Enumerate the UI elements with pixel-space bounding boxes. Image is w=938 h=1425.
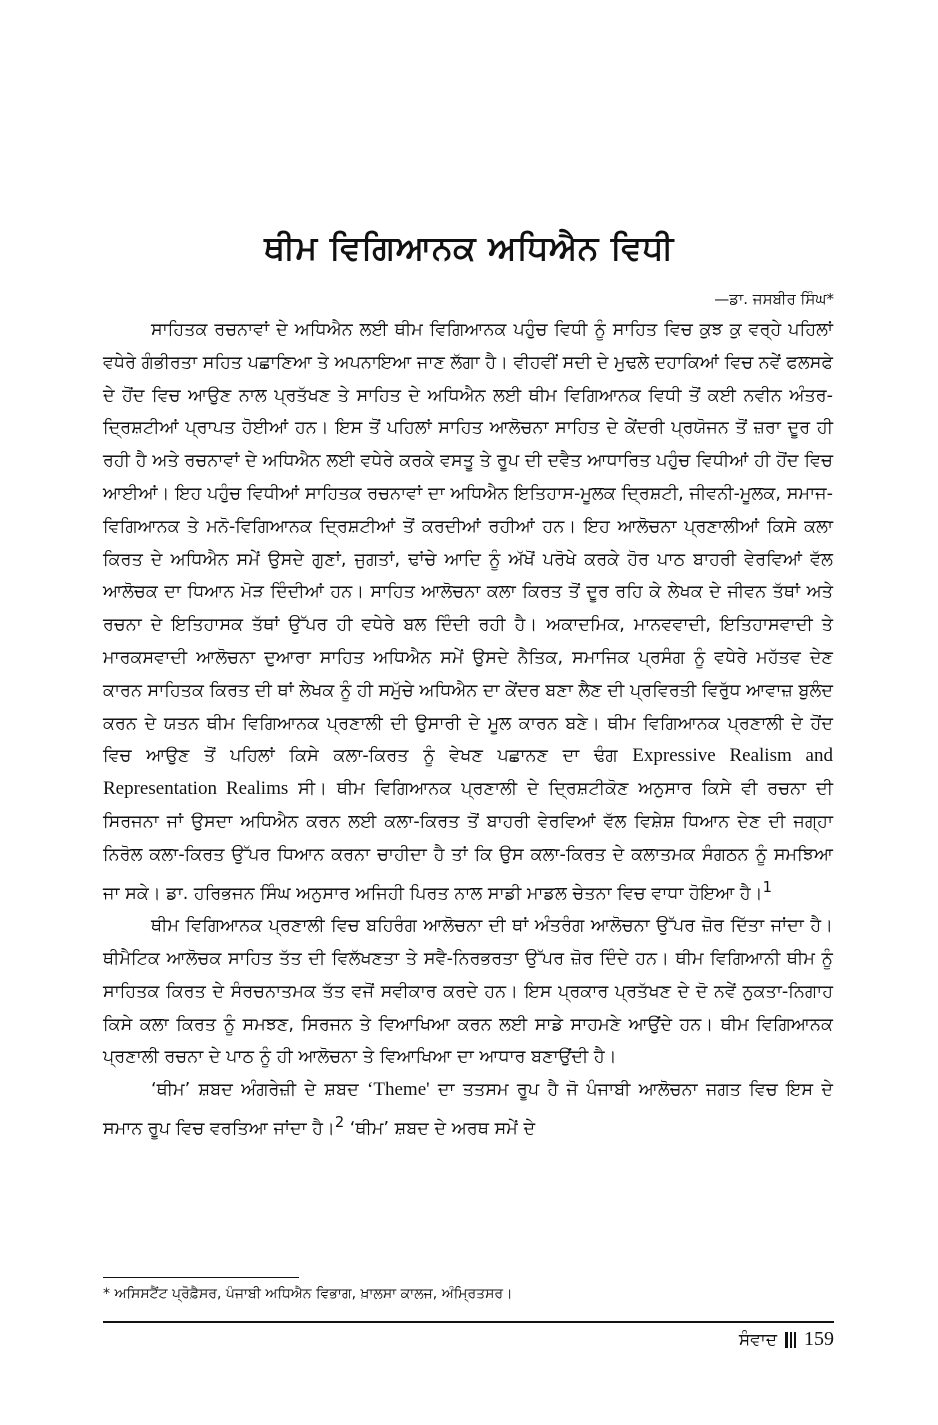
running-footer: [739, 1328, 834, 1351]
article-title: ਥੀਮ ਵਿਗਿਆਨਕ ਅਧਿਐਨ ਵਿਧੀ: [264, 228, 674, 267]
paragraph-text: ਸਾਹਿਤਕ ਰਚਨਾਵਾਂ ਦੇ ਅਧਿਐਨ ਲਈ ਥੀਮ ਵਿਗਿਆਨਕ ਪਹੁੰਚ ਵਿਧੀ ਨੂੰ ਸਾਹਿਤ ਵਿਚ ਕੁਝ ਕੁ ਵਰ੍ਹੇ ਪਹਿਲਾਂ ਵਧੇਰੇ ਗੰਭੀਰਤਾ ਸਹਿਤ ਪਛਾਣਿਆ ਤੇ ਅਪਨਾਇਆ ਜਾਣ ਲੱਗਾ ਹੈ। ਵੀਹਵੀਂ ਸਦੀ ਦੇ ਮੁਢਲੇ ਦਹਾਕਿਆਂ ਵਿਚ ਨਵੇਂ ਫਲਸਫੇ ਦੇ ਹੋਂਦ ਵਿਚ ਆਉਣ ਨਾਲ ਪ੍ਰਤੱਖਣ ਤੇ ਸਾਹਿਤ ਦੇ ਅਧਿਐਨ ਲਈ ਥੀਮ ਵਿਗਿਆਨਕ ਵਿਧੀ ਤੋਂ ਕਈ ਨਵੀਨ ਅੰਤਰ-ਦ੍ਰਿਸ਼ਟੀਆਂ ਪ੍ਰਾਪਤ ਹੋਈਆਂ ਹਨ। ਇਸ ਤੋਂ ਪਹਿਲਾਂ ਸਾਹਿਤ ਆਲੋਚਨਾ ਸਾਹਿਤ ਦੇ ਕੇਂਦਰੀ ਪ੍ਰਯੋਜਨ ਤੋਂ ਜ਼ਰਾ ਦੂਰ ਹੀ ਰਹੀ ਹੈ ਅਤੇ ਰਚਨਾਵਾਂ ਦੇ ਅਧਿਐਨ ਲਈ ਵਧੇਰੇ ਕਰਕੇ ਵਸਤੂ ਤੇ ਰੂਪ ਦੀ ਦਵੈਤ ਆਧਾਰਿਤ ਪਹੁੰਚ ਵਿਧੀਆਂ ਹੀ ਹੋਂਦ ਵਿਚ ਆਈਆਂ। ਇਹ ਪਹੁੰਚ ਵਿਧੀਆਂ ਸਾਹਿਤਕ ਰਚਨਾਵਾਂ ਦਾ ਅਧਿਐਨ ਇਤਿਹਾਸ-ਮੂਲਕ ਦ੍ਰਿਸ਼ਟੀ, ਜੀਵਨੀ-ਮੂਲਕ, ਸਮਾਜ-ਵਿਗਿਆਨਕ ਤੇ ਮਨੋ-ਵਿਗਿਆਨਕ ਦ੍ਰਿਸ਼ਟੀਆਂ ਤੋਂ ਕਰਦੀਆਂ ਰਹੀਆਂ ਹਨ। ਇਹ ਆਲੋਚਨਾ ਪ੍ਰਣਾਲੀਆਂ ਕਿਸੇ ਕਲਾ ਕਿਰਤ ਦੇ ਅਧਿਐਨ ਸਮੇਂ ਉਸਦੇ ਗੁਣਾਂ, ਜੁਗਤਾਂ, ਢਾਂਚੇ ਆਦਿ ਨੂੰ ਅੱਖੋਂ ਪਰੋਖੇ ਕਰਕੇ ਹੋਰ ਪਾਠ ਬਾਹਰੀ ਵੇਰਵਿਆਂ ਵੱਲ ਆਲੋਚਕ ਦਾ ਧਿਆਨ ਮੋੜ ਦਿੰਦੀਆਂ ਹਨ। ਸਾਹਿਤ ਆਲੋਚਨਾ ਕਲਾ ਕਿਰਤ ਤੋਂ ਦੂਰ ਰਹਿ ਕੇ ਲੇਖਕ ਦੇ ਜੀਵਨ ਤੱਥਾਂ ਅਤੇ ਰਚਨਾ ਦੇ ਇਤਿਹਾਸਕ ਤੱਥਾਂ ਉੱਪਰ ਹੀ ਵਧੇਰੇ ਬਲ ਦਿੰਦੀ ਰਹੀ ਹੈ। ਅਕਾਦਮਿਕ, ਮਾਨਵਵਾਦੀ, ਇਤਿਹਾਸਵਾਦੀ ਤੇ ਮਾਰਕਸਵਾਦੀ ਆਲੋਚਨਾ ਦੁਆਰਾ ਸਾਹਿਤ ਅਧਿਐਨ ਸਮੇਂ ਉਸਦੇ ਨੈਤਿਕ, ਸਮਾਜਿਕ ਪ੍ਰਸੰਗ ਨੂੰ ਵਧੇਰੇ ਮਹੱਤਵ ਦੇਣ ਕਾਰਨ ਸਾਹਿਤਕ ਕਿਰਤ ਦੀ ਥਾਂ ਲੇਖਕ ਨੂੰ ਹੀ ਸਮੁੱਚੇ ਅਧਿਐਨ ਦਾ ਕੇਂਦਰ ਬਣਾ ਲੈਣ ਦੀ ਪ੍ਰਵਿਰਤੀ ਵਿਰੁੱਧ ਆਵਾਜ਼ ਬੁਲੰਦ ਕਰਨ ਦੇ ਯਤਨ ਥੀਮ ਵਿਗਿਆਨਕ ਪ੍ਰਣਾਲੀ ਦੀ ਉਸਾਰੀ ਦੇ ਮੂਲ ਕਾਰਨ ਬਣੇ। ਥੀਮ ਵਿਗਿਆਨਕ ਪ੍ਰਣਾਲੀ ਦੇ ਹੋਂਦ ਵਿਚ ਆਉਣ ਤੋਂ ਪਹਿਲਾਂ ਕਿਸੇ ਕਲਾ-ਕਿਰਤ ਨੂੰ ਵੇਖਣ ਪਛਾਨਣ ਦਾ ਢੰਗ: [103, 320, 833, 767]
author-footnote: * ਅਸਿਸਟੈਂਟ ਪ੍ਰੋਫ਼ੈਸਰ, ਪੰਜਾਬੀ ਅਧਿਐਨ ਵਿਭਾਗ, ਖ਼ਾਲਸਾ ਕਾਲਜ, ਅੰਮ੍ਰਿਤਸਰ।: [103, 1286, 513, 1302]
page-number: 159: [804, 1328, 834, 1350]
english-term: ‘Theme': [367, 1079, 430, 1101]
paragraph-text: ‘ਥੀਮ’ ਸ਼ਬਦ ਅੰਗਰੇਜ਼ੀ ਦੇ ਸ਼ਬਦ: [151, 1080, 368, 1101]
english-term: Expressive Realism and Representation Realims: [103, 745, 833, 800]
paragraph-text: ਸੀ। ਥੀਮ ਵਿਗਿਆਨਕ ਪ੍ਰਣਾਲੀ ਦੇ ਦ੍ਰਿਸ਼ਟੀਕੋਣ ਅਨੁਸਾਰ ਕਿਸੇ ਵੀ ਰਚਨਾ ਦੀ ਸਿਰਜਨਾ ਜਾਂ ਉਸਦਾ ਅਧਿਐਨ ਕਰਨ ਲਈ ਕਲਾ-ਕਿਰਤ ਤੋਂ ਬਾਹਰੀ ਵੇਰਵਿਆਂ ਵੱਲ ਵਿਸ਼ੇਸ਼ ਧਿਆਨ ਦੇਣ ਦੀ ਜਗ੍ਹਾ ਨਿਰੋਲ ਕਲਾ-ਕਿਰਤ ਉੱਪਰ ਧਿਆਨ ਕਰਨਾ ਚਾਹੀਦਾ ਹੈ ਤਾਂ ਕਿ ਉਸ ਕਲਾ-ਕਿਰਤ ਦੇ ਕਲਾਤਮਕ ਸੰਗਠਨ ਨੂੰ ਸਮਝਿਆ ਜਾ ਸਕੇ। ਡਾ. ਹਰਿਭਜਨ ਸਿੰਘ ਅਨੁਸਾਰ ਅਜਿਹੀ ਪਿਰਤ ਨਾਲ ਸਾਡੀ ਮਾਡਲ ਚੇਤਨਾ ਵਿਚ ਵਾਧਾ ਹੋਇਆ ਹੈ।: [103, 779, 833, 904]
separator-bars-icon: [785, 1332, 796, 1348]
paragraph-text: ਥੀਮ ਵਿਗਿਆਨਕ ਪ੍ਰਣਾਲੀ ਵਿਚ ਬਹਿਰੰਗ ਆਲੋਚਨਾ ਦੀ ਥਾਂ ਅੰਤਰੰਗ ਆਲੋਚਨਾ ਉੱਪਰ ਜ਼ੋਰ ਦਿੱਤਾ ਜਾਂਦਾ ਹੈ। ਥੀਮੈਟਿਕ ਆਲੋਚਕ ਸਾਹਿਤ ਤੱਤ ਦੀ ਵਿਲੱਖਣਤਾ ਤੇ ਸਵੈ-ਨਿਰਭਰਤਾ ਉੱਪਰ ਜ਼ੋਰ ਦਿੰਦੇ ਹਨ। ਥੀਮ ਵਿਗਿਆਨੀ ਥੀਮ ਨੂੰ ਸਾਹਿਤਕ ਕਿਰਤ ਦੇ ਸੰਰਚਨਾਤਮਕ ਤੱਤ ਵਜੋਂ ਸਵੀਕਾਰ ਕਰਦੇ ਹਨ। ਇਸ ਪ੍ਰਕਾਰ ਪ੍ਰਤੱਖਣ ਦੇ ਦੋ ਨਵੇਂ ਨੁਕਤਾ-ਨਿਗਾਹ ਕਿਸੇ ਕਲਾ ਕਿਰਤ ਨੂੰ ਸਮਝਣ, ਸਿਰਜਨ ਤੇ ਵਿਆਖਿਆ ਕਰਨ ਲਈ ਸਾਡੇ ਸਾਹਮਣੇ ਆਉਂਦੇ ਹਨ। ਥੀਮ ਵਿਗਿਆਨਕ ਪ੍ਰਣਾਲੀ ਰਚਨਾ ਦੇ ਪਾਠ ਨੂੰ ਹੀ ਆਲੋਚਨਾ ਤੇ ਵਿਆਖਿਆ ਦਾ ਆਧਾਰ ਬਣਾਉਂਦੀ ਹੈ।: [103, 916, 833, 1068]
author-byline: —ਡਾ. ਜਸਬੀਰ ਸਿੰਘ*: [714, 290, 834, 308]
paragraph-2: [103, 910, 833, 1074]
paragraph-text: ਦਾ ਤਤਸਮ ਰੂਪ ਹੈ ਜੋ ਪੰਜਾਬੀ ਆਲੋਚਨਾ ਜਗਤ ਵਿਚ ਇਸ ਦੇ ਸਮਾਨ ਰੂਪ ਵਿਚ ਵਰਤਿਆ ਜਾਂਦਾ ਹੈ।: [103, 1080, 834, 1139]
journal-name: ਸੰਵਾਦ: [738, 1329, 777, 1350]
paragraph-3: [103, 1074, 833, 1145]
paragraph-1: [103, 314, 833, 910]
footer-divider: [103, 1321, 834, 1323]
footnote-divider: [103, 1277, 299, 1278]
article-body: [103, 314, 833, 1146]
footnote-ref: 2: [334, 1113, 345, 1131]
footnote-ref: 1: [762, 878, 772, 896]
paragraph-text: ‘ਥੀਮ’ ਸ਼ਬਦ ਦੇ ਅਰਥ ਸਮੇਂ ਦੇ: [344, 1118, 536, 1139]
